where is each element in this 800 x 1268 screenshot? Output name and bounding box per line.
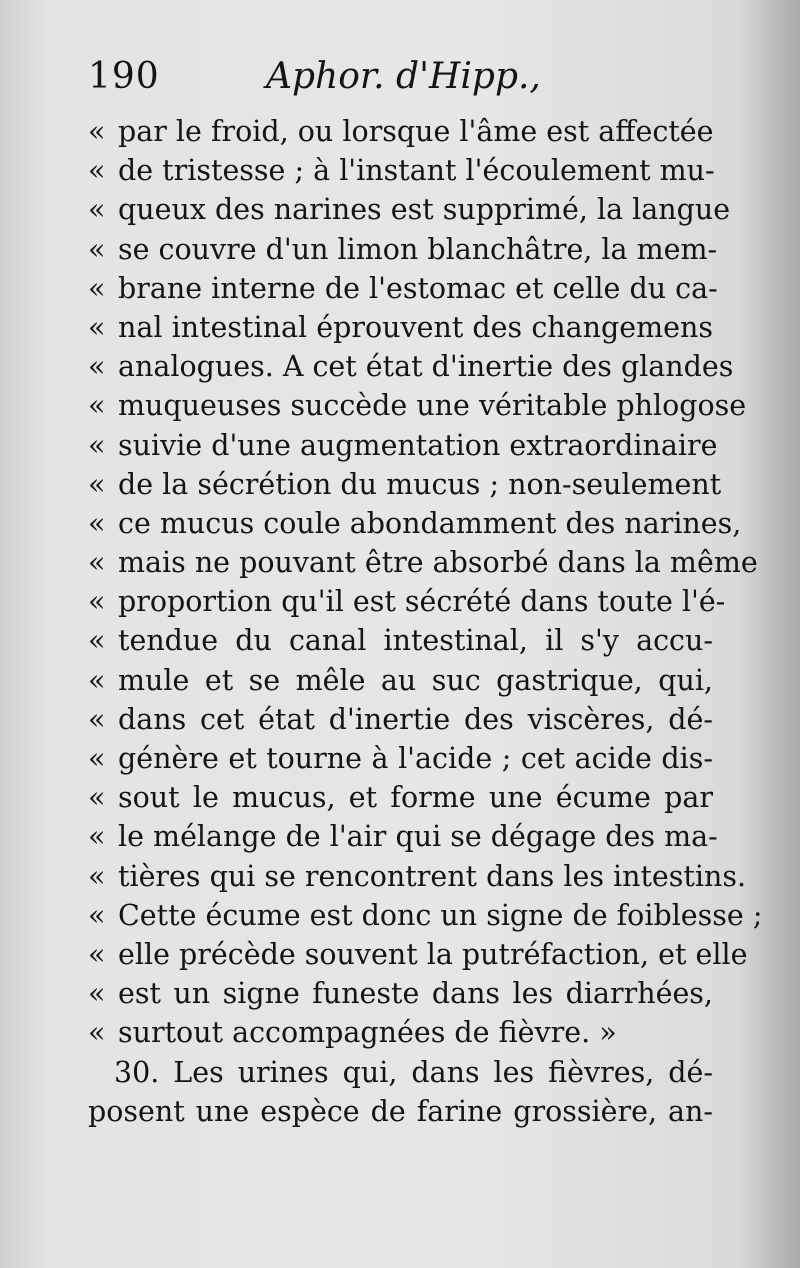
text-line xyxy=(88,896,763,935)
line-text: dans cet état d'inertie des viscères, dé- xyxy=(118,702,713,736)
line-text: par le froid, ou lorsque l'âme est affectée xyxy=(118,115,714,148)
line-text: tendue du canal intestinal, il s'y accu- xyxy=(118,624,713,658)
quote-mark: « xyxy=(88,663,106,697)
line-text: le mélange de l'air qui se dégage des ma- xyxy=(118,820,718,854)
quote-mark: « xyxy=(88,350,106,384)
text-line xyxy=(88,935,748,974)
quote-mark: « xyxy=(88,585,106,619)
text-line xyxy=(88,1013,713,1052)
quote-mark: « xyxy=(88,1016,106,1050)
line-text: mule et se mêle au suc gastrique, qui, xyxy=(118,663,713,697)
text-line xyxy=(88,739,713,778)
quote-mark: « xyxy=(88,781,106,815)
text-line xyxy=(88,112,713,151)
running-title: Aphor. d'Hipp., xyxy=(266,56,541,97)
line-text: posent une espèce de farine grossière, an- xyxy=(88,1094,713,1128)
line-text: mais ne pouvant être absorbé dans la même xyxy=(118,546,758,580)
quote-mark: « xyxy=(88,428,106,462)
line-text: nal intestinal éprouvent des changemens xyxy=(118,310,713,344)
text-line xyxy=(88,386,747,425)
line-text: muqueuses succède une véritable phlogose xyxy=(118,389,747,423)
text-line xyxy=(88,778,713,817)
text-line xyxy=(88,1092,713,1131)
line-text: queux des narines est supprimé, la langue xyxy=(118,193,731,227)
quote-mark: « xyxy=(88,977,106,1011)
quote-mark: « xyxy=(88,193,106,227)
quote-mark: « xyxy=(88,702,106,736)
text-line xyxy=(88,504,742,543)
text-line xyxy=(88,426,718,465)
quote-mark: « xyxy=(88,624,106,658)
quote-mark: « xyxy=(88,389,106,423)
quote-mark: « xyxy=(88,742,106,775)
text-line xyxy=(88,621,713,660)
text-line xyxy=(88,700,713,739)
quote-mark: « xyxy=(88,154,106,188)
text-line xyxy=(88,465,722,504)
line-text: brane interne de l'estomac et celle du ca- xyxy=(118,271,718,305)
line-text: analogues. A cet état d'inertie des glandes xyxy=(118,350,734,384)
body-text xyxy=(88,112,763,1131)
line-text: de la sécrétion du mucus ; non-seulement xyxy=(118,467,722,501)
line-text: surtout accompagnées de fièvre. » xyxy=(118,1016,617,1050)
line-text: de tristesse ; à l'instant l'écoulement mu- xyxy=(118,154,715,188)
line-text: se couvre d'un limon blanchâtre, la mem- xyxy=(118,232,718,266)
line-text: sout le mucus, et forme une écume par xyxy=(118,781,713,815)
text-line xyxy=(88,974,713,1013)
text-line xyxy=(88,543,758,582)
text-line xyxy=(88,582,726,621)
line-text: génère et tourne à l'acide ; cet acide dis- xyxy=(118,742,713,775)
text-line xyxy=(88,308,713,347)
quote-mark: « xyxy=(88,546,106,580)
text-line xyxy=(88,857,747,896)
text-line xyxy=(88,269,718,308)
quote-mark: « xyxy=(88,898,106,932)
text-line xyxy=(88,151,713,190)
line-text: elle précède souvent la putréfaction, et elle xyxy=(118,937,748,971)
line-text: tières qui se rencontrent dans les intestins. xyxy=(118,859,747,893)
line-text: 30. Les urines qui, dans les fièvres, dé- xyxy=(114,1055,713,1089)
line-text: proportion qu'il est sécrété dans toute l'é- xyxy=(118,585,726,619)
text-line xyxy=(88,347,734,386)
quote-mark: « xyxy=(88,232,106,266)
line-text: suivie d'une augmentation extraordinaire xyxy=(118,428,718,462)
line-text: est un signe funeste dans les diarrhées, xyxy=(118,977,713,1011)
text-line xyxy=(88,190,731,229)
page-number: 190 xyxy=(88,56,160,97)
page-header xyxy=(88,52,728,102)
quote-mark: « xyxy=(88,467,106,501)
text-line xyxy=(88,230,718,269)
text-line xyxy=(88,1053,713,1092)
quote-mark: « xyxy=(88,115,106,148)
quote-mark: « xyxy=(88,310,106,344)
text-line xyxy=(88,661,713,700)
quote-mark: « xyxy=(88,506,106,540)
quote-mark: « xyxy=(88,820,106,854)
quote-mark: « xyxy=(88,937,106,971)
line-text: Cette écume est donc un signe de foiblesse ; xyxy=(118,898,763,932)
quote-mark: « xyxy=(88,859,106,893)
text-line xyxy=(88,817,718,856)
line-text: ce mucus coule abondamment des narines, xyxy=(118,506,742,540)
quote-mark: « xyxy=(88,271,106,305)
